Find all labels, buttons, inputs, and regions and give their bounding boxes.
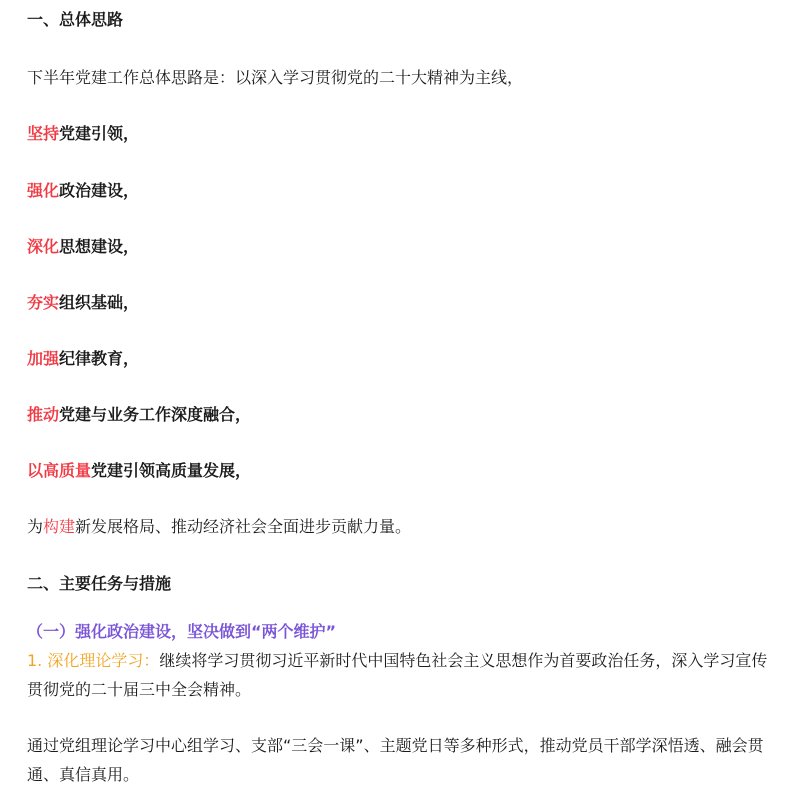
item-line-7 bbox=[27, 461, 251, 481]
study-methods-paragraph: 通过党组理论学习中心组学习、支部“三会一课”、主题党日等多种形式，推动党员干部学深悟透、融会贯通、真信真用。 bbox=[27, 736, 764, 784]
item-line-4 bbox=[27, 293, 139, 313]
item-line-6 bbox=[27, 405, 251, 425]
item-keyword: 推动 bbox=[27, 405, 60, 424]
item-keyword: 加强 bbox=[27, 349, 60, 368]
item-text: 组织基础， bbox=[59, 293, 140, 312]
item-text: 党建与业务工作深度融合， bbox=[59, 405, 252, 424]
point-1-paragraph bbox=[27, 646, 779, 704]
item-keyword: 深化 bbox=[27, 237, 60, 256]
item-keyword: 强化 bbox=[27, 181, 60, 200]
item-text: 思想建设， bbox=[59, 237, 140, 256]
point-1-label: 1. 深化理论学习： bbox=[27, 651, 160, 670]
item-line-2 bbox=[27, 181, 139, 201]
item-line-3 bbox=[27, 237, 139, 257]
subheading-political: （一）强化政治建设，坚决做到“两个维护” bbox=[27, 622, 337, 641]
closing-keyword: 构建 bbox=[43, 517, 76, 536]
item-keyword: 夯实 bbox=[27, 293, 60, 312]
closing-prefix: 为 bbox=[27, 517, 44, 536]
item-text: 纪律教育， bbox=[59, 349, 140, 368]
closing-line bbox=[27, 517, 411, 537]
item-line-1 bbox=[27, 124, 139, 144]
item-line-5 bbox=[27, 349, 139, 369]
item-text: 党建引领高质量发展， bbox=[91, 461, 252, 480]
item-keyword: 坚持 bbox=[27, 124, 60, 143]
item-text: 政治建设， bbox=[59, 181, 140, 200]
point-1-text: 继续将学习贯彻习近平新时代中国特色社会主义思想作为首要政治任务，深入学习宣传贯彻党的二十届三中全会精神。 bbox=[27, 651, 768, 699]
intro-line: 下半年党建工作总体思路是：以深入学习贯彻党的二十大精神为主线， bbox=[27, 68, 524, 87]
closing-text: 新发展格局、推动经济社会全面进步贡献力量。 bbox=[75, 517, 412, 536]
item-text: 党建引领， bbox=[59, 124, 140, 143]
section-heading-overall: 一、总体思路 bbox=[27, 10, 124, 29]
item-keyword: 以高质量 bbox=[27, 461, 92, 480]
section-heading-tasks: 二、主要任务与措施 bbox=[27, 574, 172, 593]
